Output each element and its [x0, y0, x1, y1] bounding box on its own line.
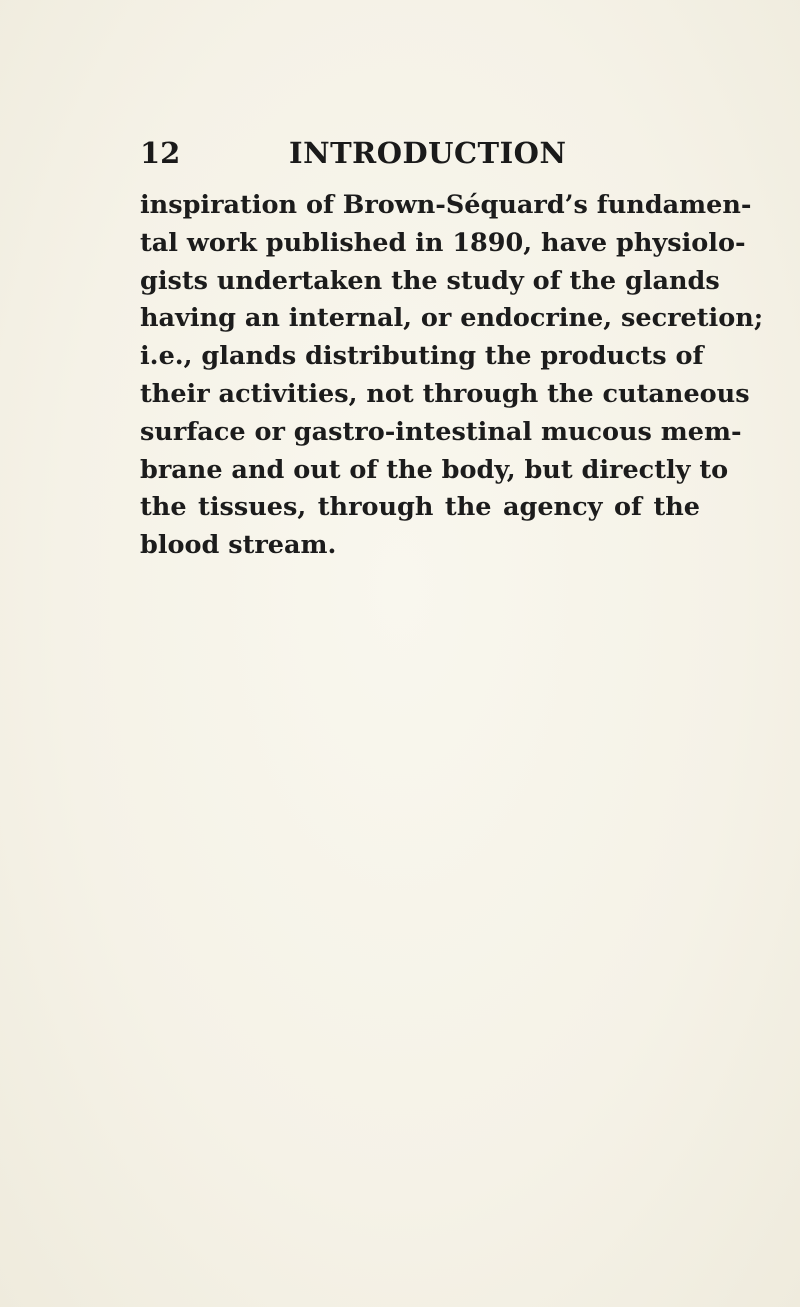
text-line: tal work published in 1890, have physiolo- — [140, 227, 746, 258]
text-line: i.e., glands distributing the products of — [140, 341, 704, 372]
text-line: their activities, not through the cutaneous — [140, 378, 750, 409]
text-line-last: blood stream. — [140, 530, 337, 561]
text-line: gists undertaken the study of the glands — [140, 265, 720, 296]
page-number: 12 — [140, 136, 181, 170]
text-line: having an internal, or endocrine, secretion; — [140, 303, 764, 334]
text-line: inspiration of Brown-Séquard’s fundamen- — [140, 190, 752, 220]
text-line: the tissues, through the agency of the — [140, 492, 700, 523]
text-line: brane and out of the body, but directly to — [140, 454, 729, 485]
body-paragraph — [140, 187, 764, 565]
running-head: INTRODUCTION — [289, 136, 567, 170]
text-line: surface or gastro-intestinal mucous mem- — [140, 416, 742, 447]
page-header — [140, 133, 567, 173]
